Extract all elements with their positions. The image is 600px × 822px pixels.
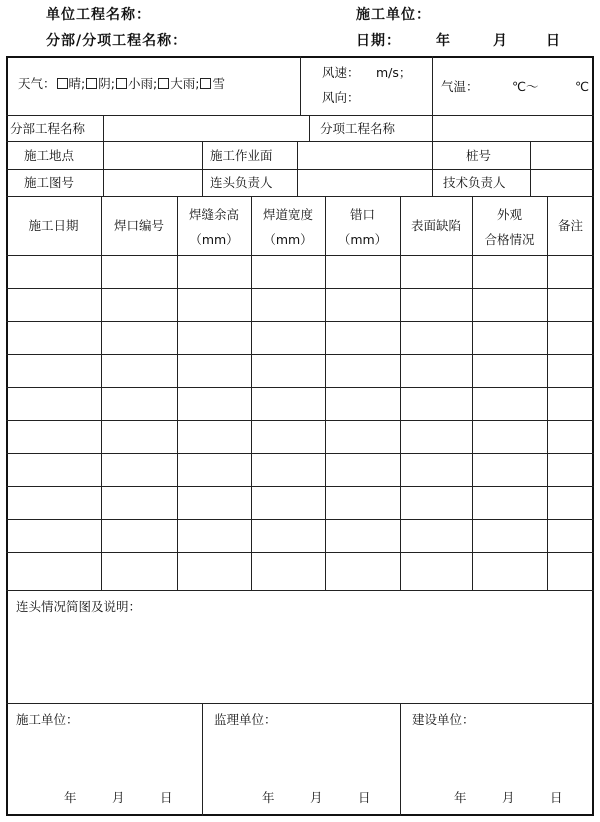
- col-header-bead-width-unit: （mm）: [263, 232, 313, 247]
- col-divider: [432, 141, 433, 196]
- temperature-label: 气温：: [441, 79, 479, 94]
- col-header-remarks: 备注: [557, 218, 583, 233]
- col-divider: [309, 115, 310, 141]
- signature-supervision-month: 月: [310, 790, 323, 805]
- col-divider: [101, 196, 102, 590]
- row-divider: [6, 196, 594, 197]
- row-divider: [6, 255, 594, 256]
- weather-checkbox-snow[interactable]: [200, 78, 211, 89]
- signature-owner-year: 年: [454, 790, 467, 805]
- row-divider: [6, 590, 594, 591]
- col-divider: [202, 141, 203, 196]
- date-month: 月: [493, 33, 508, 49]
- drawing-number-label: 施工图号: [24, 175, 75, 190]
- row-divider: [6, 420, 594, 421]
- col-header-reinforcement-unit: （mm）: [189, 232, 239, 247]
- signature-construction-day: 日: [160, 790, 173, 805]
- col-header-surface-defects: 表面缺陷: [410, 218, 461, 233]
- col-header-misalignment-unit: （mm）: [337, 232, 388, 247]
- weather-checkbox-light-rain[interactable]: [116, 78, 127, 89]
- col-divider: [325, 196, 326, 590]
- weather-option-light-rain: 小雨: [127, 76, 153, 91]
- row-divider: [6, 703, 594, 704]
- weather-option-cloudy: 阴: [98, 76, 111, 91]
- weather-checkbox-sunny[interactable]: [57, 78, 68, 89]
- construction-unit-label: 施工单位：: [356, 7, 431, 23]
- col-header-weld-number: 焊口编号: [113, 218, 164, 233]
- col-divider: [530, 141, 531, 196]
- row-divider: [6, 387, 594, 388]
- date-year: 年: [436, 33, 451, 49]
- pile-number-label: 桩号: [466, 148, 492, 163]
- joint-lead-label: 连头负责人: [210, 175, 273, 190]
- date-day: 日: [546, 33, 561, 49]
- col-divider: [103, 115, 104, 196]
- row-divider: [6, 288, 594, 289]
- inspection-form: [6, 56, 594, 816]
- col-divider: [300, 56, 301, 115]
- wind-speed-unit: m/s；: [376, 65, 412, 80]
- notes-label: 连头情况简图及说明：: [16, 599, 142, 614]
- signature-supervision-label: 监理单位：: [214, 712, 277, 727]
- col-header-appearance: 外观: [496, 207, 522, 222]
- wind-direction-label: 风向：: [322, 90, 360, 105]
- site-location-label: 施工地点: [24, 148, 75, 163]
- signature-construction-year: 年: [64, 790, 77, 805]
- work-surface-label: 施工作业面: [210, 148, 273, 163]
- row-divider: [6, 519, 594, 520]
- col-divider: [432, 115, 433, 141]
- signature-owner-day: 日: [550, 790, 563, 805]
- col-divider: [400, 703, 401, 816]
- signature-supervision-day: 日: [358, 790, 371, 805]
- row-divider: [6, 486, 594, 487]
- signature-construction-label: 施工单位：: [16, 712, 79, 727]
- col-divider: [202, 703, 203, 816]
- weather-checkbox-heavy-rain[interactable]: [158, 78, 169, 89]
- col-header-qualification: 合格情况: [484, 232, 535, 247]
- col-divider: [547, 196, 548, 590]
- col-divider: [297, 141, 298, 196]
- temperature-unit-from: ℃～: [512, 79, 539, 94]
- signature-owner-label: 建设单位：: [412, 712, 475, 727]
- col-header-date: 施工日期: [28, 218, 79, 233]
- row-divider: [6, 115, 594, 116]
- sub-division-name-label: 分部工程名称: [10, 121, 86, 136]
- weather-checkbox-cloudy[interactable]: [86, 78, 97, 89]
- signature-supervision-year: 年: [262, 790, 275, 805]
- date-label: 日期：: [356, 33, 401, 49]
- row-divider: [6, 354, 594, 355]
- sub-project-label: 分部/分项工程名称：: [46, 33, 188, 49]
- col-header-reinforcement: 焊缝余高: [188, 207, 239, 222]
- signature-owner-month: 月: [502, 790, 515, 805]
- row-divider: [6, 169, 594, 170]
- weather-label: 天气：: [18, 76, 56, 91]
- col-divider: [177, 196, 178, 590]
- weather-option-snow: 雪: [212, 76, 225, 91]
- sub-item-name-label: 分项工程名称: [320, 121, 396, 136]
- signature-construction-month: 月: [112, 790, 125, 805]
- temperature-unit-to: ℃: [575, 79, 590, 94]
- row-divider: [6, 141, 594, 142]
- weather-field: 天气： 晴; 阴; 小雨; 大雨; 雪: [18, 76, 225, 91]
- col-header-misalignment: 错口: [349, 207, 375, 222]
- col-divider: [400, 196, 401, 590]
- row-divider: [6, 552, 594, 553]
- wind-speed-label: 风速：: [322, 65, 360, 80]
- col-divider: [432, 56, 433, 115]
- row-divider: [6, 453, 594, 454]
- unit-project-label: 单位工程名称：: [46, 7, 151, 23]
- weather-option-sunny: 晴: [68, 76, 82, 91]
- tech-lead-label: 技术负责人: [443, 175, 506, 190]
- col-divider: [472, 196, 473, 590]
- row-divider: [6, 321, 594, 322]
- col-header-bead-width: 焊道宽度: [262, 207, 313, 222]
- col-divider: [251, 196, 252, 590]
- weather-option-heavy-rain: 大雨: [170, 76, 196, 91]
